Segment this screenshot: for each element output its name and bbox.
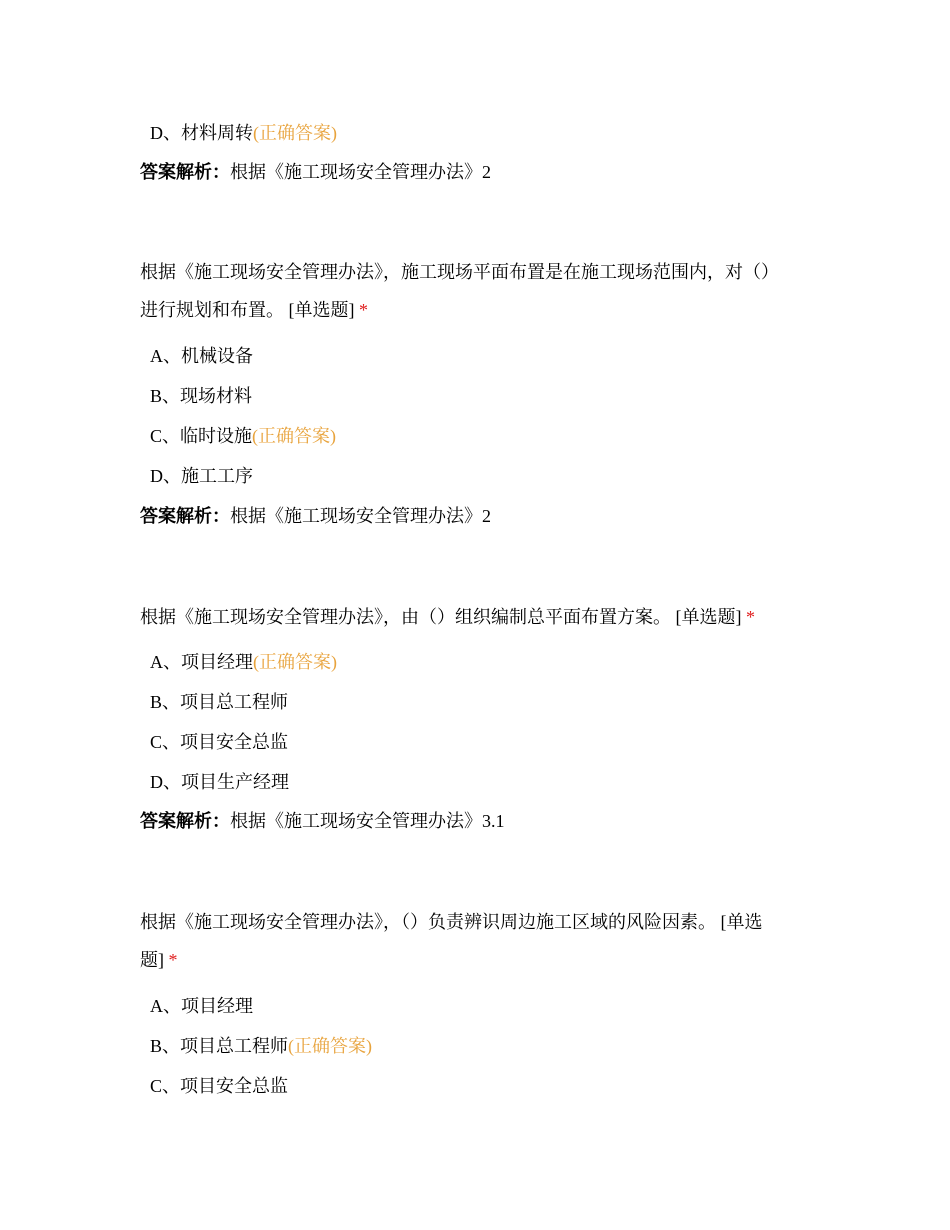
analysis-label: 答案解析： xyxy=(140,811,230,831)
option-d xyxy=(150,114,337,152)
option-a: A、机械设备 xyxy=(150,346,253,366)
question-text: 题] xyxy=(140,950,164,970)
question-title-line: 根据《施工现场安全管理办法》，施工现场平面布置是在施工现场范围内，对（） xyxy=(140,262,779,282)
option-text: B、项目总工程师 xyxy=(150,1036,289,1056)
question-title-line xyxy=(140,598,810,636)
question-text: 根据《施工现场安全管理办法》，由（）组织编制总平面布置方案。 [单选题] xyxy=(140,607,742,627)
question-title-line xyxy=(140,291,810,329)
correct-answer-tag: (正确答案) xyxy=(252,426,337,446)
answer-analysis xyxy=(140,153,810,191)
required-star: * xyxy=(359,300,368,320)
option-text: D、材料周转 xyxy=(150,123,253,143)
option-c: C、项目安全总监 xyxy=(150,1076,289,1096)
analysis-label: 答案解析： xyxy=(140,506,230,526)
analysis-text: 根据《施工现场安全管理办法》2 xyxy=(230,506,491,526)
correct-answer-tag: (正确答案) xyxy=(253,123,337,143)
option-text: A、项目经理 xyxy=(150,652,253,672)
option-a xyxy=(150,643,337,681)
option-c: C、项目安全总监 xyxy=(150,732,289,752)
option-b: B、现场材料 xyxy=(150,386,253,406)
option-b xyxy=(150,1027,372,1065)
question-text: 进行规划和布置。 [单选题] xyxy=(140,300,355,320)
analysis-text: 根据《施工现场安全管理办法》2 xyxy=(230,162,491,182)
correct-answer-tag: (正确答案) xyxy=(253,652,337,672)
required-star: * xyxy=(168,950,178,970)
option-d: D、施工工序 xyxy=(150,466,253,486)
option-d: D、项目生产经理 xyxy=(150,772,289,792)
question-title-line xyxy=(140,941,810,979)
option-c xyxy=(150,417,336,455)
required-star: * xyxy=(746,607,755,627)
option-b: B、项目总工程师 xyxy=(150,692,289,712)
analysis-text: 根据《施工现场安全管理办法》3.1 xyxy=(230,811,505,831)
option-a: A、项目经理 xyxy=(150,996,253,1016)
question-title-line: 根据《施工现场安全管理办法》，（）负责辨识周边施工区域的风险因素。 [单选 xyxy=(140,912,763,932)
correct-answer-tag: (正确答案) xyxy=(288,1036,373,1056)
option-text: C、临时设施 xyxy=(150,426,253,446)
answer-analysis xyxy=(140,802,810,840)
answer-analysis xyxy=(140,497,810,535)
analysis-label: 答案解析： xyxy=(140,162,230,182)
